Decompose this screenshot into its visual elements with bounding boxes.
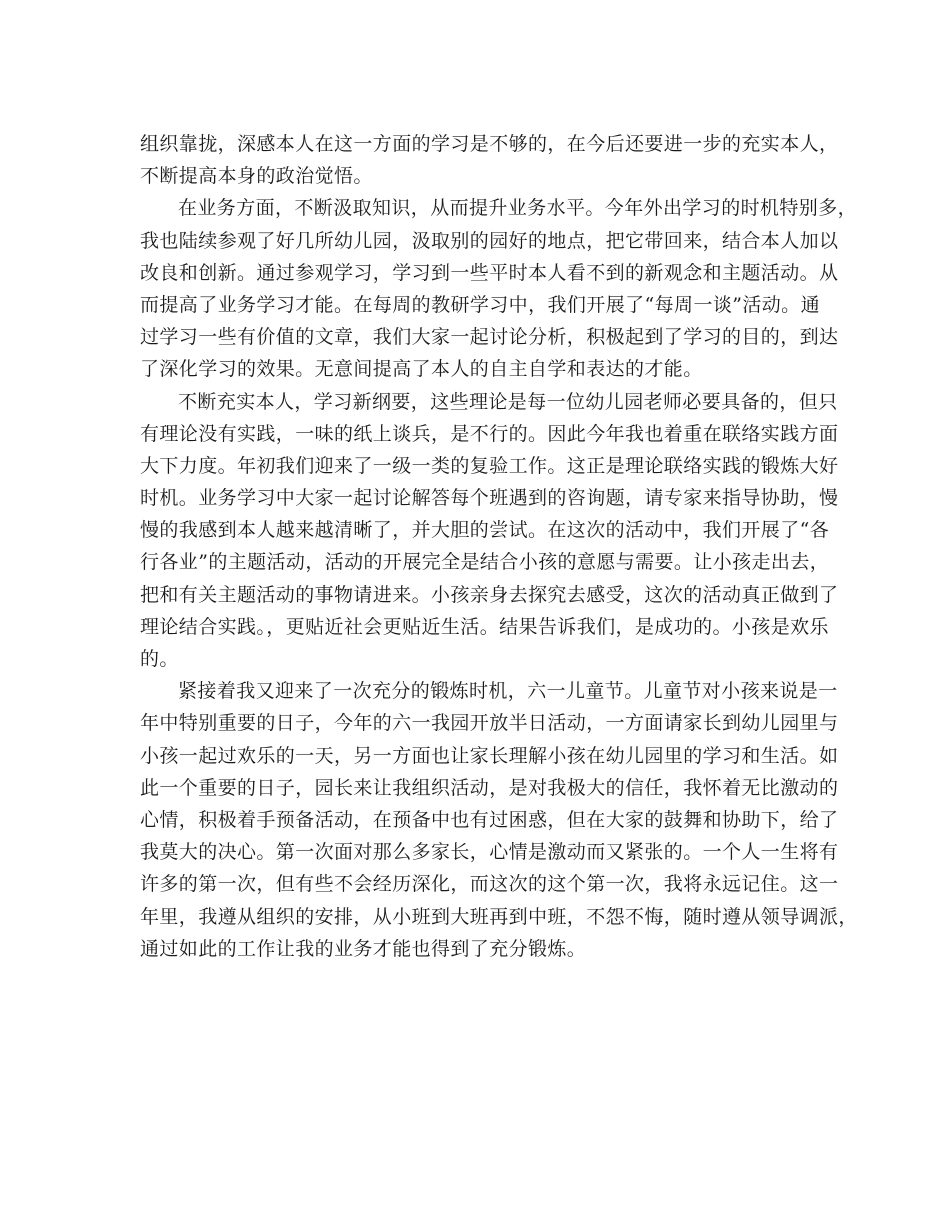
text-line: 不断提高本身的政治觉悟。	[140, 165, 373, 188]
text-line: 许多的第一次，但有些不会经历深化，而这次的这个第一次，我将永远记住。这一	[140, 873, 839, 896]
text-line: 心情，积极着手预备活动，在预备中也有过困惑，但在大家的鼓舞和协助下，给了	[140, 808, 839, 831]
text-line: 通过如此的工作让我的业务才能也得到了充分锻炼。	[140, 937, 587, 960]
text-line: 把和有关主题活动的事物请进来。小孩亲身去探究去感受，这次的活动真正做到了	[140, 583, 839, 606]
text-line: 改良和创新。通过参观学习，学习到一些平时本人看不到的新观念和主题活动。从	[140, 261, 839, 284]
text-line: 大下力度。年初我们迎来了一级一类的复验工作。这正是理论联络实践的锻炼大好	[140, 454, 839, 477]
text-line: 过学习一些有价值的文章，我们大家一起讨论分析，积极起到了学习的目的，到达	[140, 326, 839, 349]
text-line: 我莫大的决心。第一次面对那么多家长，心情是激动而又紧张的。一个人一生将有	[140, 841, 839, 864]
text-line: 理论结合实践。，更贴近社会更贴近生活。结果告诉我们，是成功的。小孩是欢乐	[140, 615, 829, 638]
text-line: 我也陆续参观了好几所幼儿园，汲取别的园好的地点，把它带回来，结合本人加以	[140, 229, 839, 252]
text-line: 行各业”的主题活动，活动的开展完全是结合小孩的意愿与需要。让小孩走出去，	[140, 551, 830, 574]
text-line: 在业务方面，不断汲取知识，从而提升业务水平。今年外出学习的时机特别多，	[178, 197, 858, 220]
text-line: 组织靠拢，深感本人在这一方面的学习是不够的，在今后还要进一步的充实本人，	[140, 133, 839, 155]
paragraph	[140, 192, 858, 385]
document-body	[140, 128, 858, 965]
text-line: 而提高了业务学习才能。在每周的教研学习中，我们开展了“每周一谈”活动。通	[140, 293, 820, 316]
paragraph	[140, 386, 839, 676]
paragraph	[140, 128, 839, 192]
text-line: 年中特别重要的日子，今年的六一我园开放半日活动，一方面请家长到幼儿园里与	[140, 712, 839, 735]
paragraph	[140, 675, 858, 965]
text-line: 紧接着我又迎来了一次充分的锻炼时机，六一儿童节。儿童节对小孩来说是一	[178, 680, 838, 703]
text-line: 此一个重要的日子，园长来让我组织活动，是对我极大的信任，我怀着无比激动的	[140, 776, 839, 799]
text-line: 时机。业务学习中大家一起讨论解答每个班遇到的咨询题，请专家来指导协助，慢	[140, 487, 839, 510]
text-line: 了深化学习的效果。无意间提高了本人的自主自学和表达的才能。	[140, 358, 703, 381]
text-line: 小孩一起过欢乐的一天，另一方面也让家长理解小孩在幼儿园里的学习和生活。如	[140, 744, 839, 767]
text-line: 慢的我感到本人越来越清晰了，并大胆的尝试。在这次的活动中，我们开展了“各	[140, 519, 830, 542]
text-line: 有理论没有实践，一味的纸上谈兵，是不行的。因此今年我也着重在联络实践方面	[140, 422, 839, 445]
text-line: 年里，我遵从组织的安排，从小班到大班再到中班，不怨不悔，随时遵从领导调派，	[140, 905, 858, 928]
text-line: 不断充实本人，学习新纲要，这些理论是每一位幼儿园老师必要具备的，但只	[178, 390, 838, 413]
text-line: 的。	[140, 648, 179, 670]
